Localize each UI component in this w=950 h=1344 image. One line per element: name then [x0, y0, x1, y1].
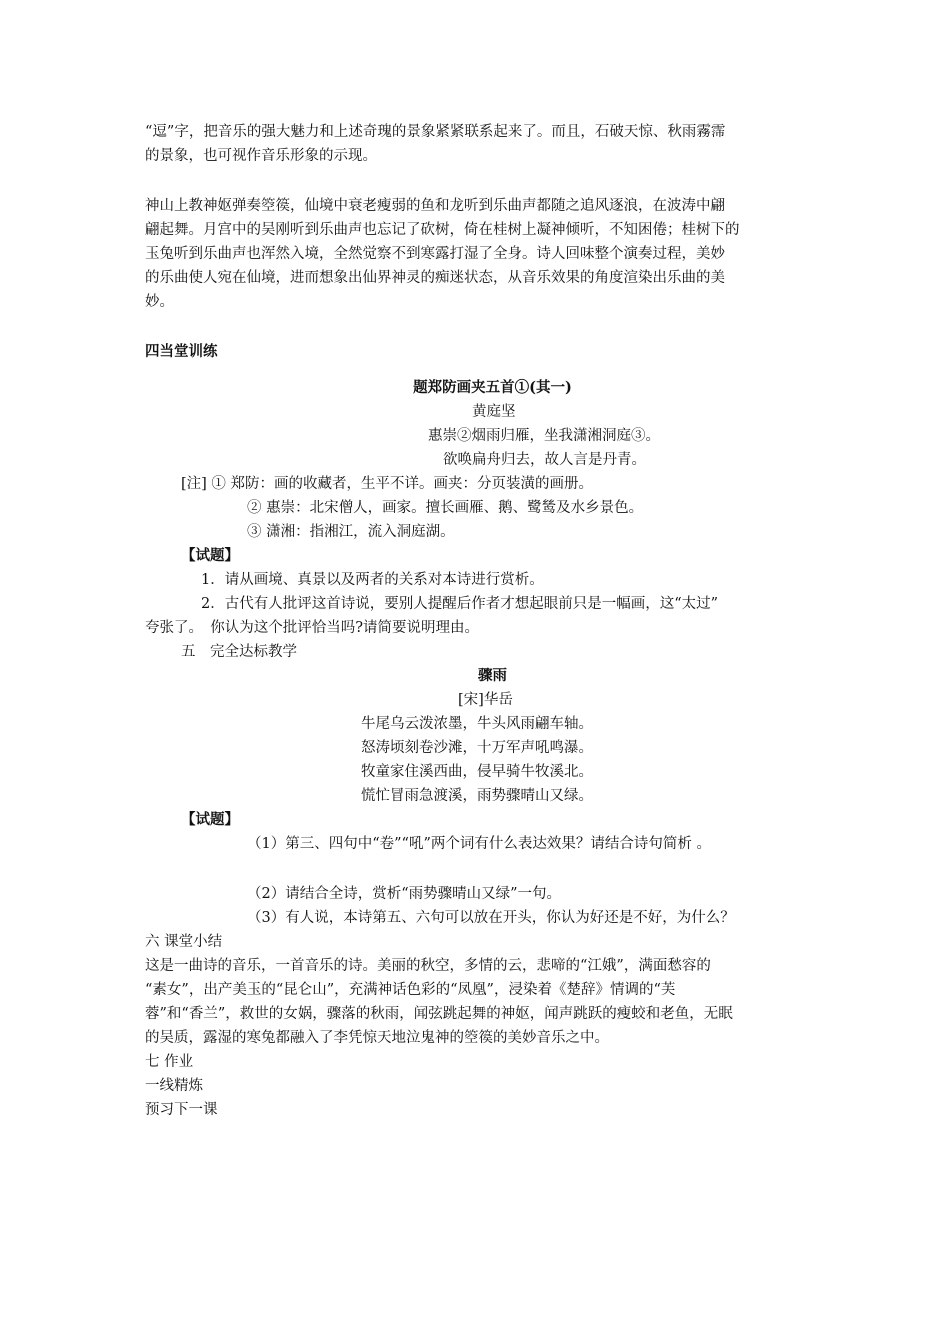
exercise-heading: 【试题】 — [181, 547, 239, 564]
exercise-heading: 【试题】 — [181, 811, 239, 828]
note-2: ② 惠崇：北宋僧人，画家。擅长画雁、鹅、鹭鸶及水乡景色。 — [247, 500, 644, 516]
note-3: ③ 潇湘：指湘江，流入洞庭湖。 — [247, 524, 455, 540]
text-line: 神山上教神妪弹奏箜篌，仙境中衰老瘦弱的鱼和龙听到乐曲声都随之追风逐浪，在波涛中翩 — [145, 198, 725, 214]
text-line: 蓉”和“香兰”，救世的女娲，骤落的秋雨，闻弦跳起舞的神妪，闻声跳跃的瘦蛟和老鱼，无眠 — [145, 1006, 733, 1022]
poem-author: [宋]华岳 — [458, 692, 513, 708]
section-7-heading: 七 作业 — [145, 1054, 194, 1070]
text-line: 玉兔听到乐曲声也浑然入境，全然觉察不到寒露打湿了全身。诗人回味整个演奏过程，美妙 — [145, 246, 725, 262]
text-line: “逗”字，把音乐的强大魅力和上述奇瑰的景象紧紧联系起来了。而且，石破天惊、秋雨霧霈 — [145, 124, 726, 140]
poem-author: 黄庭坚 — [472, 404, 516, 420]
text-line: “素女”，出产美玉的“昆仑山”，充满神话色彩的“凤凰”，浸染着《楚辞》情调的“芙 — [145, 982, 676, 998]
question-2: 2．古代有人批评这首诗说，要别人提醒后作者才想起眼前只是一幅画，这“太过” — [201, 596, 719, 612]
text-line: 妙。 — [145, 294, 174, 310]
poem-line: 怒涛顷刻卷沙滩，十万军声吼鸣瀑。 — [361, 740, 593, 756]
poem-line: 惠崇②烟雨归雁，坐我潇湘洞庭③。 — [428, 428, 660, 444]
text-line: 的乐曲使人宛在仙境，进而想象出仙界神灵的痴迷状态，从音乐效果的角度渲染出乐曲的美 — [145, 270, 725, 286]
question-2: （2）请结合全诗，赏析“雨势骤晴山又绿”一句。 — [247, 886, 562, 902]
question-1: 1．请从画境、真景以及两者的关系对本诗进行赏析。 — [201, 572, 544, 588]
poem-line: 牧童家住溪西曲，侵早骑牛牧溪北。 — [361, 764, 593, 780]
poem-line: 牛尾乌云泼浓墨，牛头风雨翩车轴。 — [361, 716, 593, 732]
text-line: 翩起舞。月宫中的吴刚听到乐曲声也忘记了砍树，倚在桂树上凝神倾听，不知困倦；桂树下的 — [145, 222, 740, 238]
intro-paragraph-2 — [145, 194, 810, 314]
summary-paragraph — [145, 954, 810, 1050]
section-6-heading: 六 课堂小结 — [145, 934, 223, 950]
section-4-heading: 四当堂训练 — [145, 343, 218, 360]
question-1: （1）第三、四句中“卷”“吼”两个词有什么表达效果？请结合诗句简析 。 — [247, 836, 711, 852]
text-line: 的景象，也可视作音乐形象的示现。 — [145, 148, 377, 164]
text-line: 的吴质，露湿的寒兔都融入了李凭惊天地泣鬼神的箜篌的美妙音乐之中。 — [145, 1030, 609, 1046]
homework-item: 一线精炼 — [145, 1078, 203, 1094]
poem-line: 欲唤扁舟归去，故人言是丹青。 — [443, 452, 646, 468]
text-line: 这是一曲诗的音乐，一首音乐的诗。美丽的秋空，多情的云，悲啼的“江娥”，满面愁容的 — [145, 958, 711, 974]
poem-title: 骤雨 — [478, 667, 507, 684]
note-1: [注] ① 郑防：画的收藏者，生平不详。画夹：分页装潢的画册。 — [181, 476, 594, 492]
question-3: （3）有人说，本诗第五、六句可以放在开头，你认为好还是不好，为什么？ — [247, 910, 735, 926]
section-5-heading: 五 完全达标教学 — [181, 644, 297, 660]
poem-title: 题郑防画夹五首①(其一) — [413, 379, 572, 396]
intro-paragraph-1 — [145, 120, 810, 168]
document-page — [145, 120, 810, 1122]
question-2-cont: 夸张了。 你认为这个批评恰当吗?请简要说明理由。 — [145, 620, 480, 636]
homework-item: 预习下一课 — [145, 1102, 218, 1118]
poem-line: 慌忙冒雨急渡溪，雨势骤晴山又绿。 — [361, 788, 593, 804]
